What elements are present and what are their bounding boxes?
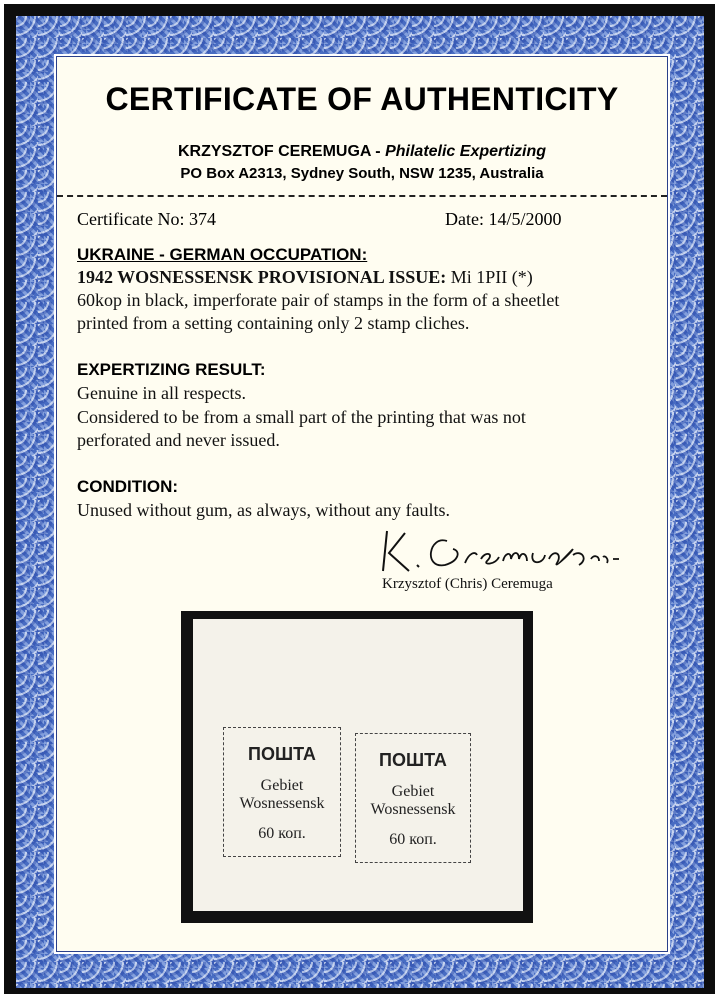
stamp-place-text: Wosnessensk: [370, 801, 456, 818]
certificate-number: Certificate No: 374: [77, 209, 216, 229]
issue-title: 1942 WOSNESSENSK PROVISIONAL ISSUE:: [77, 267, 447, 287]
signatory-name: Krzysztof (Chris) Ceremuga: [382, 576, 553, 592]
issue-line: [77, 267, 533, 288]
certificate-title: CERTIFICATE OF AUTHENTICITY: [105, 81, 619, 117]
expert-line: [57, 143, 667, 161]
expert-address: PO Box A2313, Sydney South, NSW 1235, Australia: [180, 165, 544, 182]
subject-line-1: 60kop in black, imperforate pair of stamps in the form of a sheetlet: [77, 290, 560, 310]
result-line-3: perforated and never issued.: [77, 430, 280, 450]
handwritten-signature: [377, 525, 627, 577]
stamp-gebiet-text: Gebiet: [391, 783, 435, 800]
stamp-place-text: Wosnessensk: [239, 795, 325, 812]
expert-role: Philatelic Expertizing: [385, 143, 547, 160]
stamp-gebiet-text: Gebiet: [260, 777, 304, 794]
stamp-right: [355, 733, 471, 863]
catalog-number: Mi 1PII (*): [446, 267, 533, 287]
certificate-paper: [56, 56, 668, 952]
stamp-value-text: 60 коп.: [389, 831, 437, 848]
result-line-1: Genuine in all respects.: [77, 383, 246, 403]
subject-heading: UKRAINE - GERMAN OCCUPATION:: [77, 245, 368, 264]
subject-line-2: printed from a setting containing only 2 stamp cliches.: [77, 313, 470, 333]
stamp-photo: [181, 611, 533, 923]
condition-heading: CONDITION:: [77, 477, 179, 496]
stamp-posta-text: ПОШТА: [248, 744, 316, 764]
dashed-divider: [57, 195, 667, 197]
condition-line-1: Unused without gum, as always, without any faults.: [77, 500, 450, 520]
expert-name: KRZYSZTOF CEREMUGA -: [177, 143, 386, 160]
result-line-2: Considered to be from a small part of the printing that was not: [77, 407, 526, 427]
stamp-left: [223, 727, 341, 857]
certificate-frame: [4, 4, 715, 994]
stamp-value-text: 60 коп.: [258, 825, 306, 842]
certificate-date: Date: 14/5/2000: [445, 209, 562, 229]
stamp-sheetlet: [193, 619, 523, 911]
stamp-posta-text: ПОШТА: [379, 750, 447, 770]
result-heading: EXPERTIZING RESULT:: [77, 360, 266, 379]
